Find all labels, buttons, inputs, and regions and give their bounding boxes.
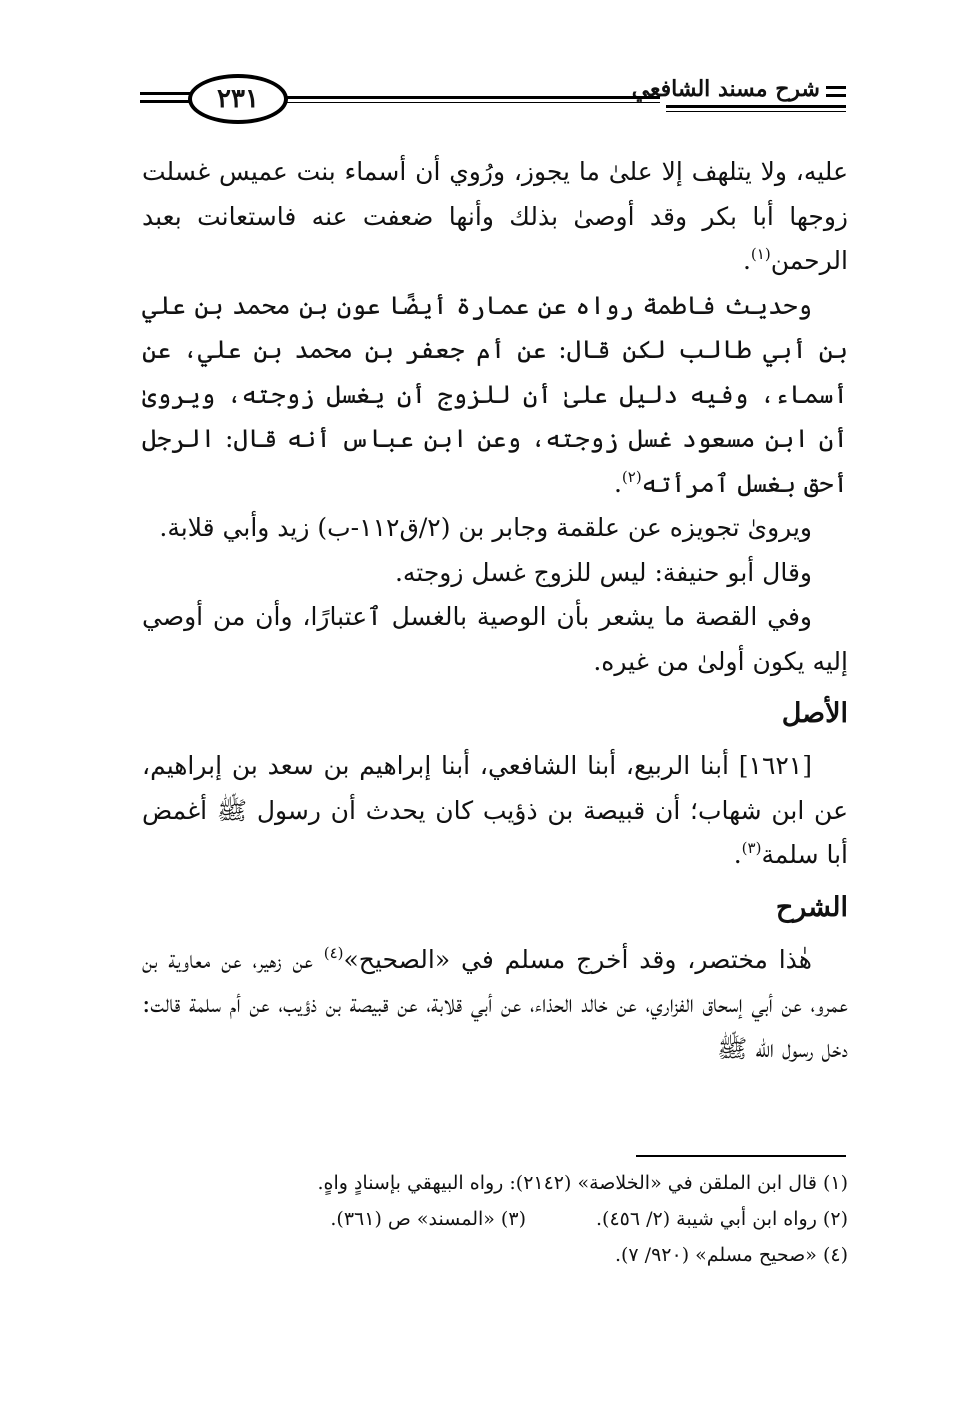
footnote: (٤) «صحيح مسلم» (٩٢٠/ ٧). <box>614 1244 848 1266</box>
paragraph-end: . <box>613 468 622 498</box>
footnote-line <box>142 1201 848 1237</box>
paragraph: ويروىٰ تجويزه عن علقمة وجابر بن (٢/ق١١٢-ب) زيد وأبي قلابة. <box>159 513 812 542</box>
book-title: شرح مسند الشافعي <box>631 76 820 102</box>
header-rule <box>140 100 192 103</box>
main-text <box>142 150 848 1071</box>
commentary-part: هٰذا مختصر، وقد أخرج مسلم في «الصحيح» <box>343 944 812 974</box>
title-underline <box>666 111 846 112</box>
paragraph-text: وحديث فاطمة رواه عن عمارة أيضًا عون بن محمد بن علي بن أبي طالب لكن قال: عن أم جعفر بن محمد بن علي، عن أسماء، وفيه دليل علىٰ أن للزوج أن يغسل زوجته، ويروىٰ أن ابن مسعود غسل زوجته، وعن ابن عباس أنه قال: الرجل أحق بغسل ٱمرأته <box>142 290 848 498</box>
paragraph-end: . <box>733 840 742 869</box>
footnote-ref: (٢) <box>621 467 642 486</box>
footnote-ref: (٤) <box>323 943 344 962</box>
header-rule <box>140 92 192 95</box>
header-rule <box>280 96 660 99</box>
hadith-text <box>142 744 848 878</box>
commentary-text <box>142 938 848 1072</box>
footnote: (٢) رواه ابن أبي شيبة (٢/ ٤٥٦). <box>595 1208 848 1230</box>
running-header <box>140 72 846 132</box>
footnote: (١) قال ابن الملقن في «الخلاصة» (٢١٤٢): رواه البيهقي بإسنادٍ واهٍ. <box>317 1172 848 1194</box>
header-rule <box>280 102 660 103</box>
commentary-part: عن زهير، عن معاوية بن عمرو، عن أبي إسحاق الفزاري، عن خالد الحذاء، عن أبي قلابة، عن قبيصة بن ذؤيب، عن أم سلمة قالت: دخل رسول الله ﷺ <box>142 944 848 1063</box>
footnote: (٣) «المسند» ص (٣٦١). <box>330 1208 526 1230</box>
footnote-ref: (٣) <box>741 839 762 857</box>
header-ornament <box>826 86 846 89</box>
page-number: ٢٣١ <box>188 74 288 124</box>
paragraph <box>142 284 848 507</box>
paragraph: وفي القصة ما يشعر بأن الوصية بالغسل ٱعتبارًا، وأن من أوصي إليه يكون أولىٰ من غيره. <box>142 602 848 676</box>
paragraph-text: عليه، ولا يتلهف إلا علىٰ ما يجوز، ورُوي أن أسماء بنت عميس غسلت زوجها أبا بكر وقد أوصىٰ بذلك وأنها ضعفت عنه فاستعانت بعبد الرحمن <box>142 157 848 275</box>
footnote-ref: (١) <box>750 245 771 263</box>
header-ornament <box>826 94 846 97</box>
paragraph <box>142 150 848 284</box>
hadith-body: [١٦٢١] أبنا الربيع، أبنا الشافعي، أبنا إبراهيم بن سعد بن إبراهيم، عن ابن شهاب؛ أن قبيصة بن ذؤيب كان يحدث أن رسول ﷺ أغمض أبا سلمة <box>142 751 848 869</box>
section-heading-asl: الأصل <box>781 698 848 729</box>
paragraph: وقال أبو حنيفة: ليس للزوج غسل زوجته. <box>394 557 812 587</box>
footnotes <box>142 1165 848 1273</box>
title-underline <box>666 105 846 108</box>
section-heading-sharh: الشرح <box>775 891 848 923</box>
footnote-divider <box>636 1155 846 1157</box>
paragraph-end: . <box>742 246 751 275</box>
